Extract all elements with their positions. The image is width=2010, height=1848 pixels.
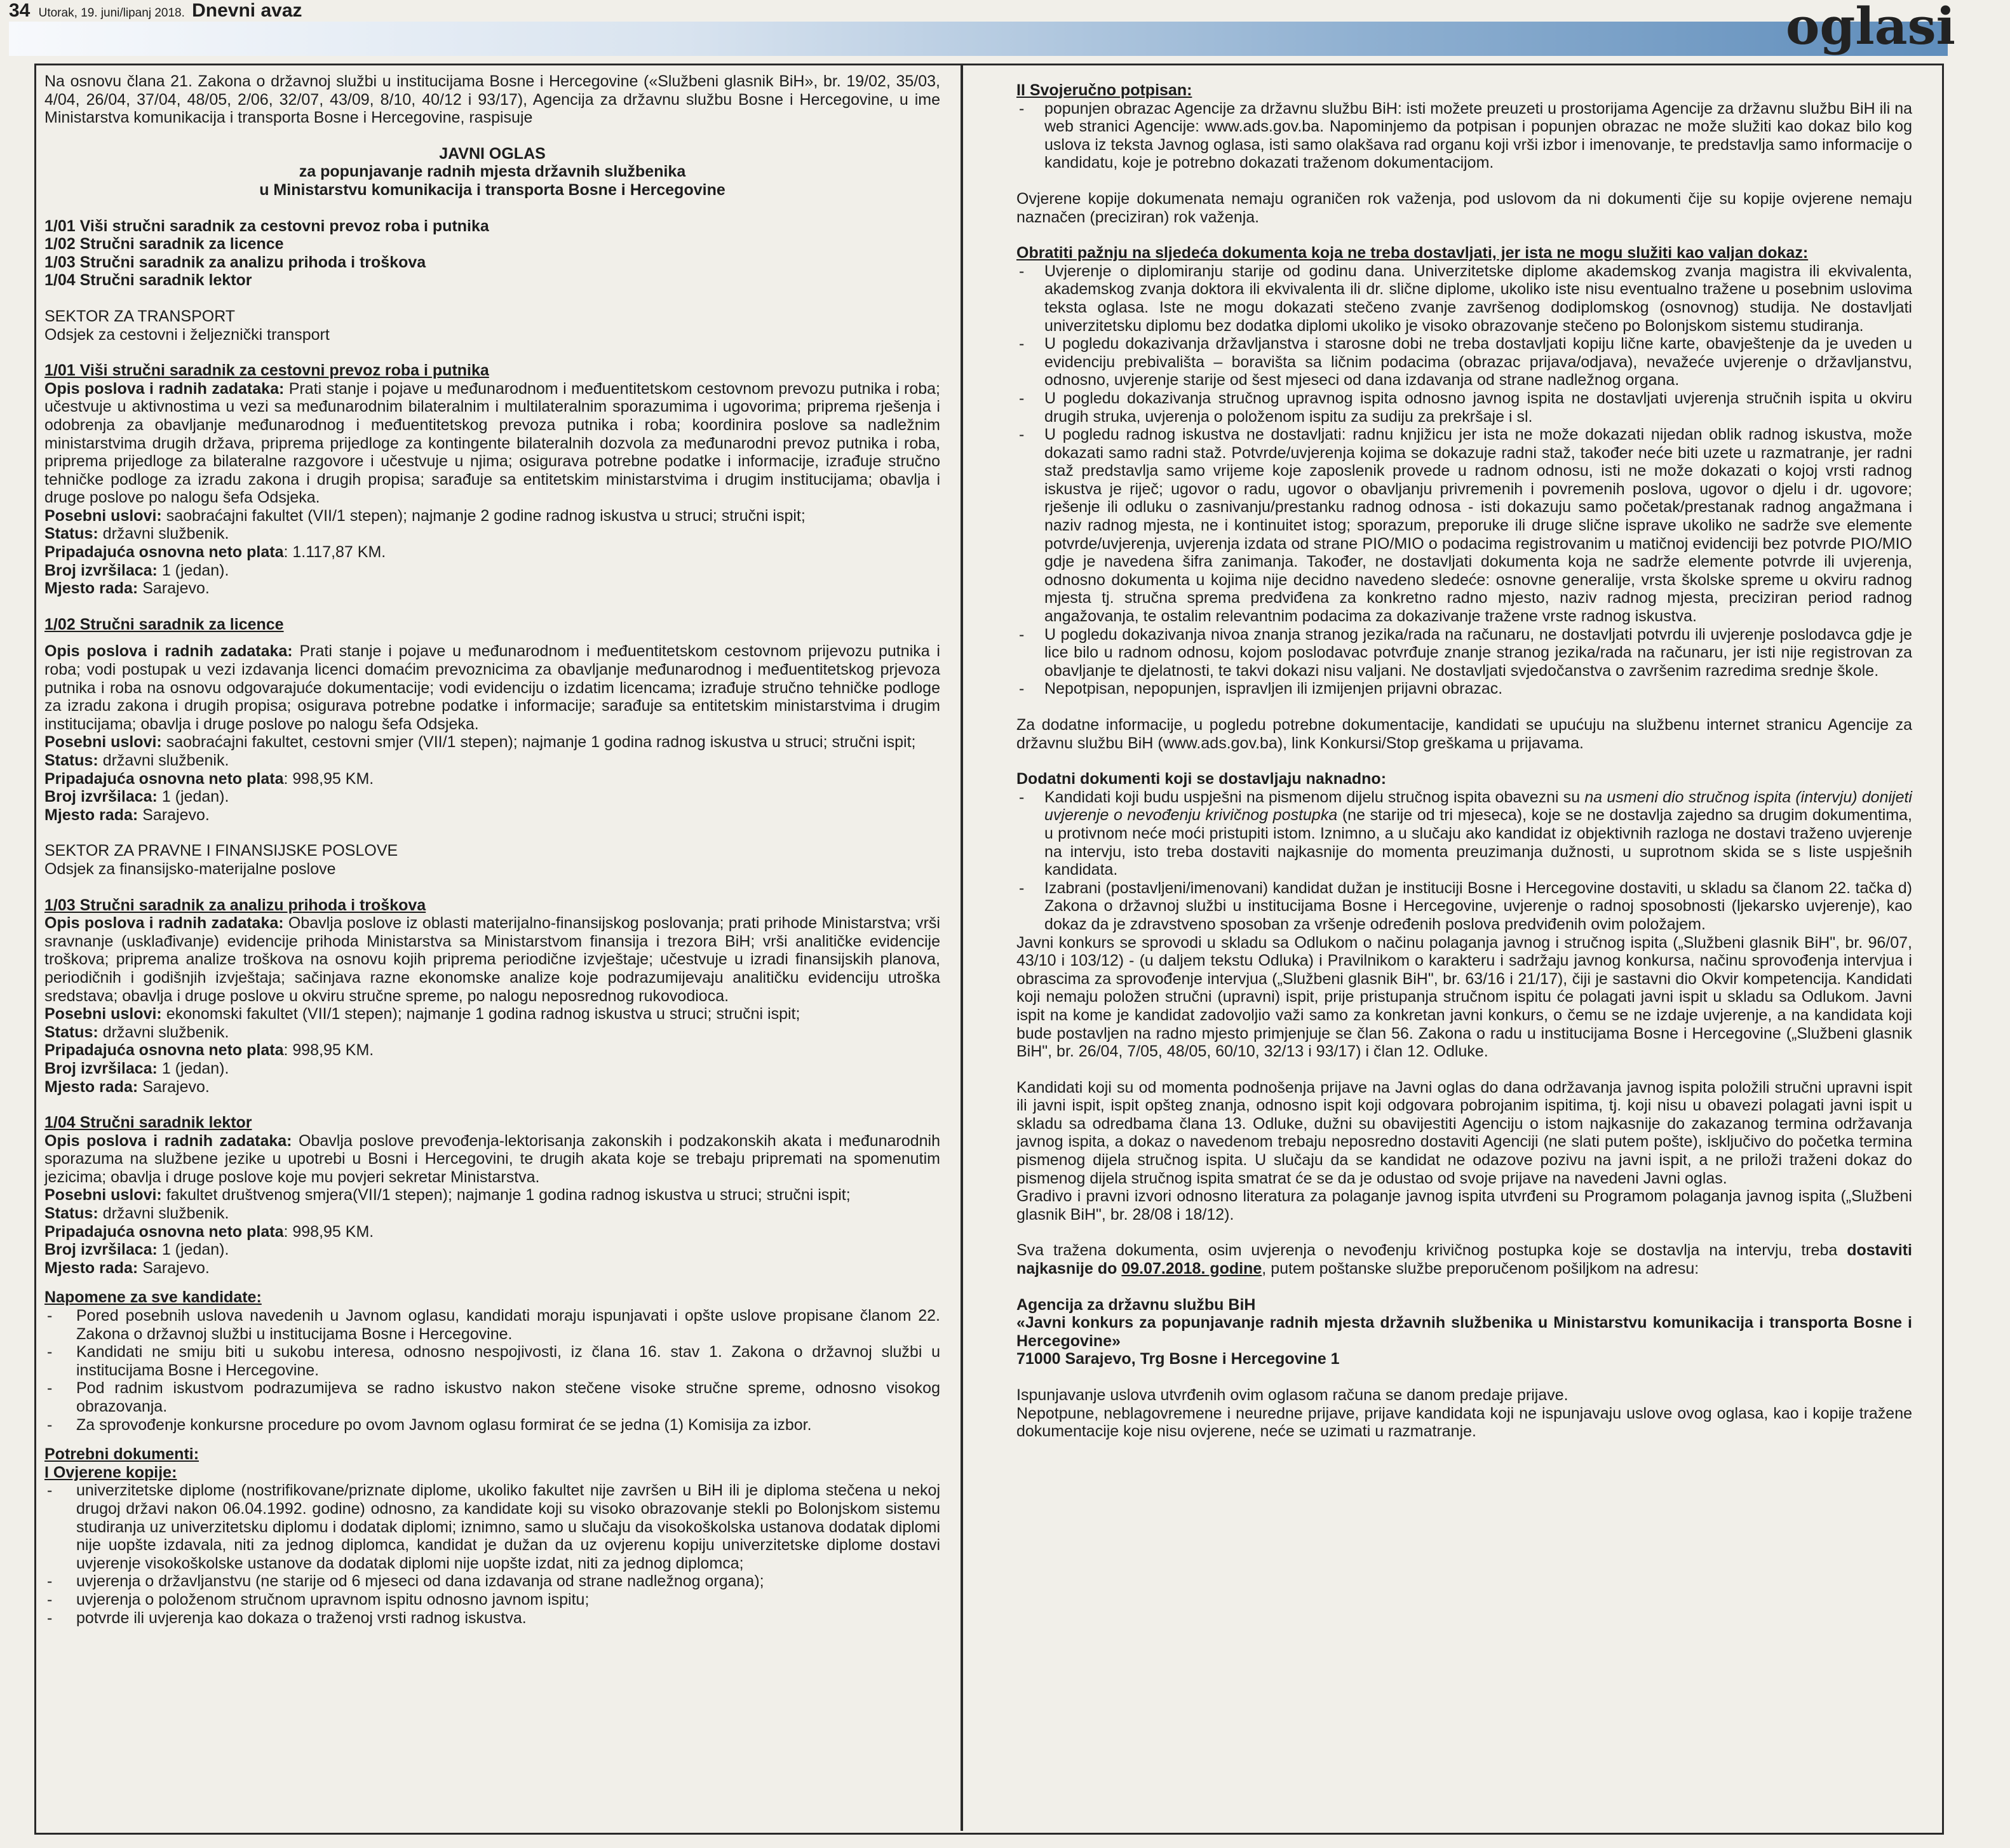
job-status: Status: državni službenik.: [44, 752, 229, 769]
invalid-documents-heading: Obratiti pažnju na sljedeća dokumenta koja ne treba dostavljati, jer ista ne mogu služiti kao valjan dokaz:: [1016, 244, 1809, 262]
announcement-subtitle: za popunjavanje radnih mjesta državnih službenika: [299, 163, 686, 181]
address-agency: Agencija za državnu službu BiH: [1016, 1295, 1256, 1314]
job-salary: Pripadajuća osnovna neto plata: 1.117,87 KM.: [44, 543, 386, 562]
signed-form-list: [1016, 100, 1912, 172]
certified-copies-note: Ovjerene kopije dokumenata nemaju ograničen rok važenja, pod uslovom da ni dokumenti čije su kopije ovjerene nemaju naznačen (preciziran) rok važenja.: [1016, 189, 1912, 226]
job-positions-count: Broj izvršilaca: 1 (jedan).: [44, 561, 229, 579]
newspaper-name: Dnevni avaz: [192, 0, 302, 21]
right-column: [1016, 81, 1912, 1441]
issue-date: Utorak, 19. juni/lipanj 2018.: [38, 6, 185, 20]
final-note: Ispunjavanje uslova utvrđenih ovim oglasom računa se danom predaje prijave.: [1016, 1386, 1568, 1404]
address-subject: «Javni konkurs za popunjavanje radnih mjesta državnih službenika u Ministarstvu komunikacija i transporta Bosne i Hercegovine»: [1016, 1314, 1912, 1350]
list-item: - U pogledu radnog iskustva ne dostavljati: radnu knjižicu jer ista ne može dokazati nijedan oblik radnog iskustva, može dokazati samo radni staž. Potvrde/uvjerenja kojima se dokazuje radni staž, također neće biti uzete u razmatranje, jer radni staž predstavlja samo vrijeme koje zaposlenik provede u radnom odnosu, isti ne može dokazati o kojoj vrsti radnog iskustva je riječ; ugovor o radu, ugovor o obavljanju privremenih i povremenih poslova, ugovor o djelu i dr. ugovore; rješenje ili odluku o zasnivanju/prestanku radnog odnosa - isti dokazuju samo početak/prestanak radnog angažmana i naziv radnog mjesta, ne i kontinuitet istog; sporazum, preporuke ili druge slične isprave ukoliko ne sadrže sve elemente potvrde/uvjerenja, uvjerenja izdata od strane PIO/MIO o podacima registrovanim u matičnoj evidenciji bez potvrde PIO/MIO gdje je navedena šifra zanimanja. Također, ne dostavljati dokumenta koja ne sadrže elemente potvrde ili uvjerenja, odnosno dokumenta u kojima nije decidno navedeno sledeće: osnovne generalije, vrsta školske spreme u okviru radnog mjesta tj. stručna sprema predviđena za konkretno radno mjesto, naziv radnog mjesta, preciziran period radnog angažovanja, te ostalim relevantnim podacima za dokazivanje tražene vrste radnog iskustva.: [1016, 426, 1912, 626]
documents-subheading: I Ovjerene kopije:: [44, 1463, 177, 1481]
job-description: Opis poslova i radnih zadataka: Prati stanje i pojave u međunarodnom i međuentitetskom cestovnom prijevozu putnika i roba; vodi postupak u vezi izdavanja licenci domaćim prevoznicima za obavljanje međunarodnog i međuentitetskog prjevoza putnika i roba na osnovu odgovarajuće dokumentacije; vodi evidenciju o izdatim licencama; izrađuje stručno tehničke podloge za izradu zakona i drugih propisa; osigurava potrebne podatke i informacije; sarađuje sa entitetskim ministarstvima i drugim institucijama; obavlja i druge poslove po nalogu šefa Odsjeka.: [44, 642, 940, 733]
job-title: 1/03 Stručni saradnik za analizu prihoda i troškova: [44, 896, 426, 914]
list-item: - potvrde ili uvjerenja kao dokaza o traženoj vrsti radnog iskustva.: [44, 1609, 940, 1628]
deadline-date: 09.07.2018. godine: [1121, 1260, 1262, 1278]
department-heading: Odsjek za cestovni i željeznički transport: [44, 325, 330, 344]
sector-heading: SEKTOR ZA PRAVNE I FINANSIJSKE POSLOVE: [44, 842, 398, 860]
job-title: 1/01 Viši stručni saradnik za cestovni prevoz roba i putnika: [44, 361, 489, 380]
job-location: Mjesto rada: Sarajevo.: [44, 806, 210, 824]
job-location: Mjesto rada: Sarajevo.: [44, 1258, 210, 1277]
column-divider: [961, 64, 963, 1831]
position-list-item: 1/02 Stručni saradnik za licence: [44, 235, 284, 253]
job-positions-count: Broj izvršilaca: 1 (jedan).: [44, 1241, 229, 1259]
job-positions-count: Broj izvršilaca: 1 (jedan).: [44, 1059, 229, 1077]
job-title: 1/04 Stručni saradnik lektor: [44, 1114, 252, 1132]
header-info: [9, 0, 302, 22]
position-list-item: 1/01 Viši stručni saradnik za cestovni prevoz roba i putnika: [44, 217, 489, 235]
job-location: Mjesto rada: Sarajevo.: [44, 1077, 210, 1096]
job-description: Opis poslova i radnih zadataka: Obavlja poslove prevođenja-lektorisanja zakonskih i podzakonskih akata i međunarodnih sporazuma na službene jezike u upotrebi u Bosni i Hercegovini, te drugih akata koje se trebaju pripremati na spomenutim jezicima; obavlja i druge poslove koje mu povjeri sekretar Ministarstva.: [44, 1131, 940, 1186]
job-positions-count: Broj izvršilaca: 1 (jedan).: [44, 788, 229, 806]
job-description: Opis poslova i radnih zadataka: Prati stanje i pojave u međunarodnom i međuentitetskom cestovnom prevozu putnika i roba; učestvuje u aktivnostima u vezi sa međunarodnim bilateralnim i multilateralnim sporazumima i ugovorima; priprema rješenja i odobrenja za obavljanje međunarodnog i međuentitetskog prevoza putnika i roba; koordinira poslove sa nadležnim ministarstvima drugih država, priprema prijedloge za kontingente bilateralnih dozvola za međunarodni prevoz putnika i roba, priprema prijedloge za bilateralne razgovore i učestvuje u njima; osigurava potrebne podatke i informacije, izrađuje stručno tehničke podloge za izradu zakona i drugih propisa; sarađuje sa entitetskim ministarstvima i drugim institucijama; obavlja i druge poslove po nalogu šefa Odsjeka.: [44, 379, 940, 507]
job-status: Status: državni službenik.: [44, 1204, 229, 1223]
job-salary: Pripadajuća osnovna neto plata: 998,95 KM.: [44, 1041, 374, 1060]
documents-list: [44, 1481, 940, 1627]
public-competition-paragraph: Javni konkurs se sprovodi u skladu sa Odlukom o načinu polaganja javnog i stručnog ispita („Službeni glasnik BiH", br. 96/07, 43/10 i 103/12) - (u daljem tekstu Odluka) i Pravilnikom o karakteru i sadržaju javnog konkursa, načinu sprovođenja intervjua i obrascima za sprovođenje intervjua („Službeni glasnik BiH", br. 63/16 i 21/17), čiji je sastavni dio Okvir kompetencija. Kandidati koji nemaju položen stručni (upravni) ispit, prije pristupanja stručnom ispitu će polagati javni ispit u skladu sa Odlukom. Javni ispit na kome je kandidat zadovoljio važi samo za konkretan javni konkurs, o čemu se ne izdaje uvjerenje, a na kandidata koji bude postavljen na radno mjesto primjenjuje se član 56. Zakona o radu u institucijama Bosne i Hercegovine („Službeni glasnik BiH", br. 26/04, 7/05, 48/05, 60/10, 32/13 i 93/17) i član 12. Odluke.: [1016, 933, 1912, 1061]
job-description: Opis poslova i radnih zadataka: Obavlja poslove iz oblasti materijalno-finansijskog poslovanja; prati prihode Ministarstva; vrši sravnanje (usklađivanje) evidencije prihoda Ministarstva sa Ministarstvom finansija i trezora BiH; vrši analitičke evidencije troškova; priprema analize troškova na osnovu kojih priprema periodične izvještaje; učestvuje u izradi finansijskih planova, periodičnih i godišnjih izvještaja; sačinjava razne ekonomske analize koje podrazumijevaju analitičku evidenciju utroška sredstava; obavlja i druge poslove u okviru stručne spreme, po nalogu neposrednog rukovodioca.: [44, 914, 940, 1005]
department-heading: Odsjek za finansijsko-materijalne poslove: [44, 860, 336, 878]
documents-heading: Potrebni dokumenti:: [44, 1445, 199, 1464]
job-salary: Pripadajuća osnovna neto plata: 998,95 KM.: [44, 769, 374, 788]
position-list-item: 1/04 Stručni saradnik lektor: [44, 271, 252, 290]
signed-form-heading: II Svojeručno potpisan:: [1016, 81, 1192, 99]
job-title: 1/02 Stručni saradnik za licence: [44, 615, 284, 633]
list-item: - Kandidati ne smiju biti u sukobu interesa, odnosno nespojivosti, iz člana 16. stav 1. Zakona o državnoj službi u institucijama Bosne i Hercegovine.: [44, 1343, 940, 1379]
address-street: 71000 Sarajevo, Trg Bosne i Hercegovine 1: [1016, 1350, 1340, 1368]
list-item: - uvjerenja o državljanstvu (ne starije od 6 mjeseci od dana izdavanja od strane nadležnog organa);: [44, 1572, 940, 1591]
page-number: 34: [9, 0, 30, 21]
job-status: Status: državni službenik.: [44, 525, 229, 543]
list-item: - U pogledu dokazivanja nivoa znanja stranog jezika/rada na računaru, ne dostavljati potvrdu ili uvjerenje poslodavca gdje je lice bilo u radnom odnosu, kojom poslodavac potvrđuje znanje stranog jezika/rada na računaru, jer isti nije registrovan za obavljanje te djelatnosti, te takvi dokazi nisu valjani. Ne dostavljati svjedočanstva o završenim razredima srednje škole.: [1016, 626, 1912, 680]
list-item: - Izabrani (postavljeni/imenovani) kandidat dužan je instituciji Bosne i Hercegovine dostaviti, u skladu sa članom 22. tačka d) Zakona o državnoj službi u institucijama Bosne i Hercegovine, uvjerenje o radnoj sposobnosti (ljekarsko uvjerenje), kao dokaz da je zdravstveno sposoban za vršenje određenih poslova predviđenih ovim položajem.: [1016, 879, 1912, 934]
section-title: oglasi: [1786, 0, 1955, 56]
position-list-item: 1/03 Stručni saradnik za analizu prihoda i troškova: [44, 253, 426, 271]
list-item: - U pogledu dokazivanja državljanstva i starosne dobi ne treba dostavljati kopiju lične karte, obavještenje da je uveden u evidenciju prebivališta – boravišta sa ličnim podacima (obrazac prijava/odjava), nevažeće uvjerenje o državljanstvu, odnosno, uvjerenje starije od šest mjeseci od dana izdavanja od strane nadležnog organa.: [1016, 335, 1912, 389]
candidates-paragraph: Kandidati koji su od momenta podnošenja prijave na Javni oglas do dana održavanja javnog ispita položili stručni upravni ispit ili javni ispit, ispit opšteg znanja, odnosno ispit koji odgovara pobrojanim ispitima, tj. koji nisu u obavezi polagati javni ispit u skladu sa odredbama člana 13. Odluke, dužni su obavijestiti Agenciju o istom najkasnije do zakazanog termina održavanja javnog ispita, a dokaz o navedenom trebaju neposredno dostaviti Agenciji (ne slati putem pošte), isključivo do početka termina pismenog dijela stručnog ispita. U slučaju da se kandidat ne odazove pozivu na javni ispit, a ne priloži traženi dokaz do pismenog dijela stručnog ispita smatrat će se da je odustao od svoje prijave na navedeni Javni oglas.: [1016, 1078, 1912, 1187]
job-requirements: Posebni uslovi: fakultet društvenog smjera(VII/1 stepen); najmanje 1 godina radnog iskustva u struci; stručni ispit;: [44, 1186, 851, 1204]
intro-paragraph: Na osnovu člana 21. Zakona o državnoj službi u institucijama Bosne i Hercegovine («Službeni glasnik BiH», br. 19/02, 35/03, 4/04, 26/04, 37/04, 48/05, 2/06, 32/07, 43/09, 8/10, 40/12 i 93/17), Agencija za državnu službu Bosne i Hercegovine, u ime Ministarstva komunikacija i transporta Bosne i Hercegovine, raspisuje: [44, 72, 940, 127]
job-requirements: Posebni uslovi: saobraćajni fakultet, cestovni smjer (VII/1 stepen); najmanje 1 godina radnog iskustva u struci; stručni ispit;: [44, 733, 916, 752]
later-documents-list: [1016, 788, 1912, 934]
list-item: - U pogledu dokazivanja stručnog upravnog ispita odnosno javnog ispita ne dostavljati uvjerenja stručnih ispita u okviru drugih struka, uvjerenja o položenom ispitu za sudiju za prekršaje i sl.: [1016, 389, 1912, 426]
job-requirements: Posebni uslovi: saobraćajni fakultet (VII/1 stepen); najmanje 2 godine radnog iskustva u struci; stručni ispit;: [44, 506, 806, 525]
job-location: Mjesto rada: Sarajevo.: [44, 579, 210, 598]
list-item: - Pod radnim iskustvom podrazumijeva se radno iskustvo nakon stečene visoke stručne spreme, odnosno visokog obrazovanja.: [44, 1379, 940, 1415]
list-item: - univerzitetske diplome (nostrifikovane/priznate diplome, ukoliko fakultet nije završen u BiH ili je diploma stečena u nekoj drugoj državi nakon 06.04.1992. godine) odnosno, za kandidate koji su visoko obrazovanje stekli po Bolonjskom sistemu studiranja uz univerzitetsku diplomu i dodatak diplomi; iznimno, samo u slučaju da visokoškolska ustanova dodatak diplomi nije uopšte izdavala, niti za jednog diplomca, kandidat je dužan da uz ovjerenu kopiju univerzitetske diplome dostavi uvjerenje visokoškolske ustanove da dodatak diplomi nije uopšte izdat, niti za jednog diplomca;: [44, 1481, 940, 1572]
header-band: [9, 22, 1948, 56]
left-column: [44, 72, 940, 1627]
deadline-paragraph: Sva tražena dokumenta, osim uvjerenja o nevođenju krivičnog postupka koje se dostavlja na intervju, treba dostaviti najkasnije do 09.07.2018. godine, putem poštanske službe preporučenom pošiljkom na adresu:: [1016, 1241, 1912, 1278]
additional-info-paragraph: Za dodatne informacije, u pogledu potrebne dokumentacije, kandidati se upućuju na službenu internet stranicu Agencije za državnu službu BiH (www.ads.gov.ba), link Konkursi/Stop greškama u prijavama.: [1016, 716, 1912, 752]
literature-paragraph: Gradivo i pravni izvori odnosno literatura za polaganje javnog ispita utvrđeni su Programom polaganja javnog ispita („Službeni glasnik BiH", br. 28/08 i 18/12).: [1016, 1187, 1912, 1224]
notes-list: [44, 1307, 940, 1434]
invalid-documents-list: [1016, 262, 1912, 698]
list-item: - Kandidati koji budu uspješni na pismenom dijelu stručnog ispita obavezni su na usmeni dio stručnog ispita (intervju) donijeti uvjerenje o nevođenju krivičnog postupka (ne starije od tri mjeseca), koje se ne dostavlja zajedno sa drugim dokumentima, u protivnom neće moći pristupiti istom. Iznimno, a u slučaju ako kandidat iz objektivnih razloga ne dostavi traženo uvjerenje na intervju, isto treba dostaviti najkasnije do momenta preuzimanja dužnosti, u suprotnom skida se s liste uspješnih kandidata.: [1016, 788, 1912, 879]
job-salary: Pripadajuća osnovna neto plata: 998,95 KM.: [44, 1222, 374, 1241]
list-item: - Pored posebnih uslova navedenih u Javnom oglasu, kandidati moraju ispunjavati i opšte uslove propisane članom 22. Zakona o državnoj službi u institucijama Bosne i Hercegovine.: [44, 1307, 940, 1343]
list-item: - uvjerenja o položenom stručnom upravnom ispitu odnosno javnom ispitu;: [44, 1591, 940, 1609]
announcement-ministry: u Ministarstvu komunikacija i transporta Bosne i Hercegovine: [259, 180, 725, 199]
sector-heading: SEKTOR ZA TRANSPORT: [44, 307, 236, 325]
page-header: [0, 0, 2010, 58]
announcement-title: JAVNI OGLAS: [439, 144, 546, 163]
list-item: - popunjen obrazac Agencije za državnu službu BiH: isti možete preuzeti u prostorijama Agencije za državnu službu BiH ili na web stranici Agencije: www.ads.gov.ba. Napominjemo da potpisan i popunjen obrazac ne može služiti kao dokaz bilo kog uslova iz teksta Javnog oglasa, isti samo olakšava rad organu koji vrši izbor i imenovanje, te predstavlja samo informacije o kandidatu, koje je potrebno dokazati traženom dokumentacijom.: [1016, 100, 1912, 172]
notes-heading: Napomene za sve kandidate:: [44, 1288, 262, 1307]
list-item: - Uvjerenje o diplomiranju starije od godinu dana. Univerzitetske diplome akademskog zvanja magistra ili ekvivalenta, akademskog zvanja doktora ili ekvivalenta ili dr. slične diplome, ukoliko iste nisu eventualno tražene u posebnim uslovima teksta oglasa. Iste ne mogu dokazati stečeno zvanje završenog dodiplomskog (osnovnog) studija. Ne dostavljati univerzitetsku diplomu bez dodatka diplomi ukoliko je visoko obrazovanje stečeno po Bolonjskom sistemu studiranja.: [1016, 262, 1912, 335]
list-item: - Nepotpisan, nepopunjen, ispravljen ili izmijenjen prijavni obrazac.: [1016, 680, 1912, 698]
list-item: - Za sprovođenje konkursne procedure po ovom Javnom oglasu formirat će se jedna (1) Komisija za izbor.: [44, 1416, 940, 1434]
final-note: Nepotpune, neblagovremene i neuredne prijave, prijave kandidata koji ne ispunjavaju uslove ovog oglasa, kao i kopije tražene dokumentacije koje nisu ovjerene, neće se uzimati u razmatranje.: [1016, 1404, 1912, 1441]
job-status: Status: državni službenik.: [44, 1023, 229, 1041]
later-documents-heading: Dodatni dokumenti koji se dostavljaju naknadno:: [1016, 770, 1387, 788]
job-requirements: Posebni uslovi: ekonomski fakultet (VII/1 stepen); najmanje 1 godina radnog iskustva u struci; stručni ispit;: [44, 1005, 800, 1023]
